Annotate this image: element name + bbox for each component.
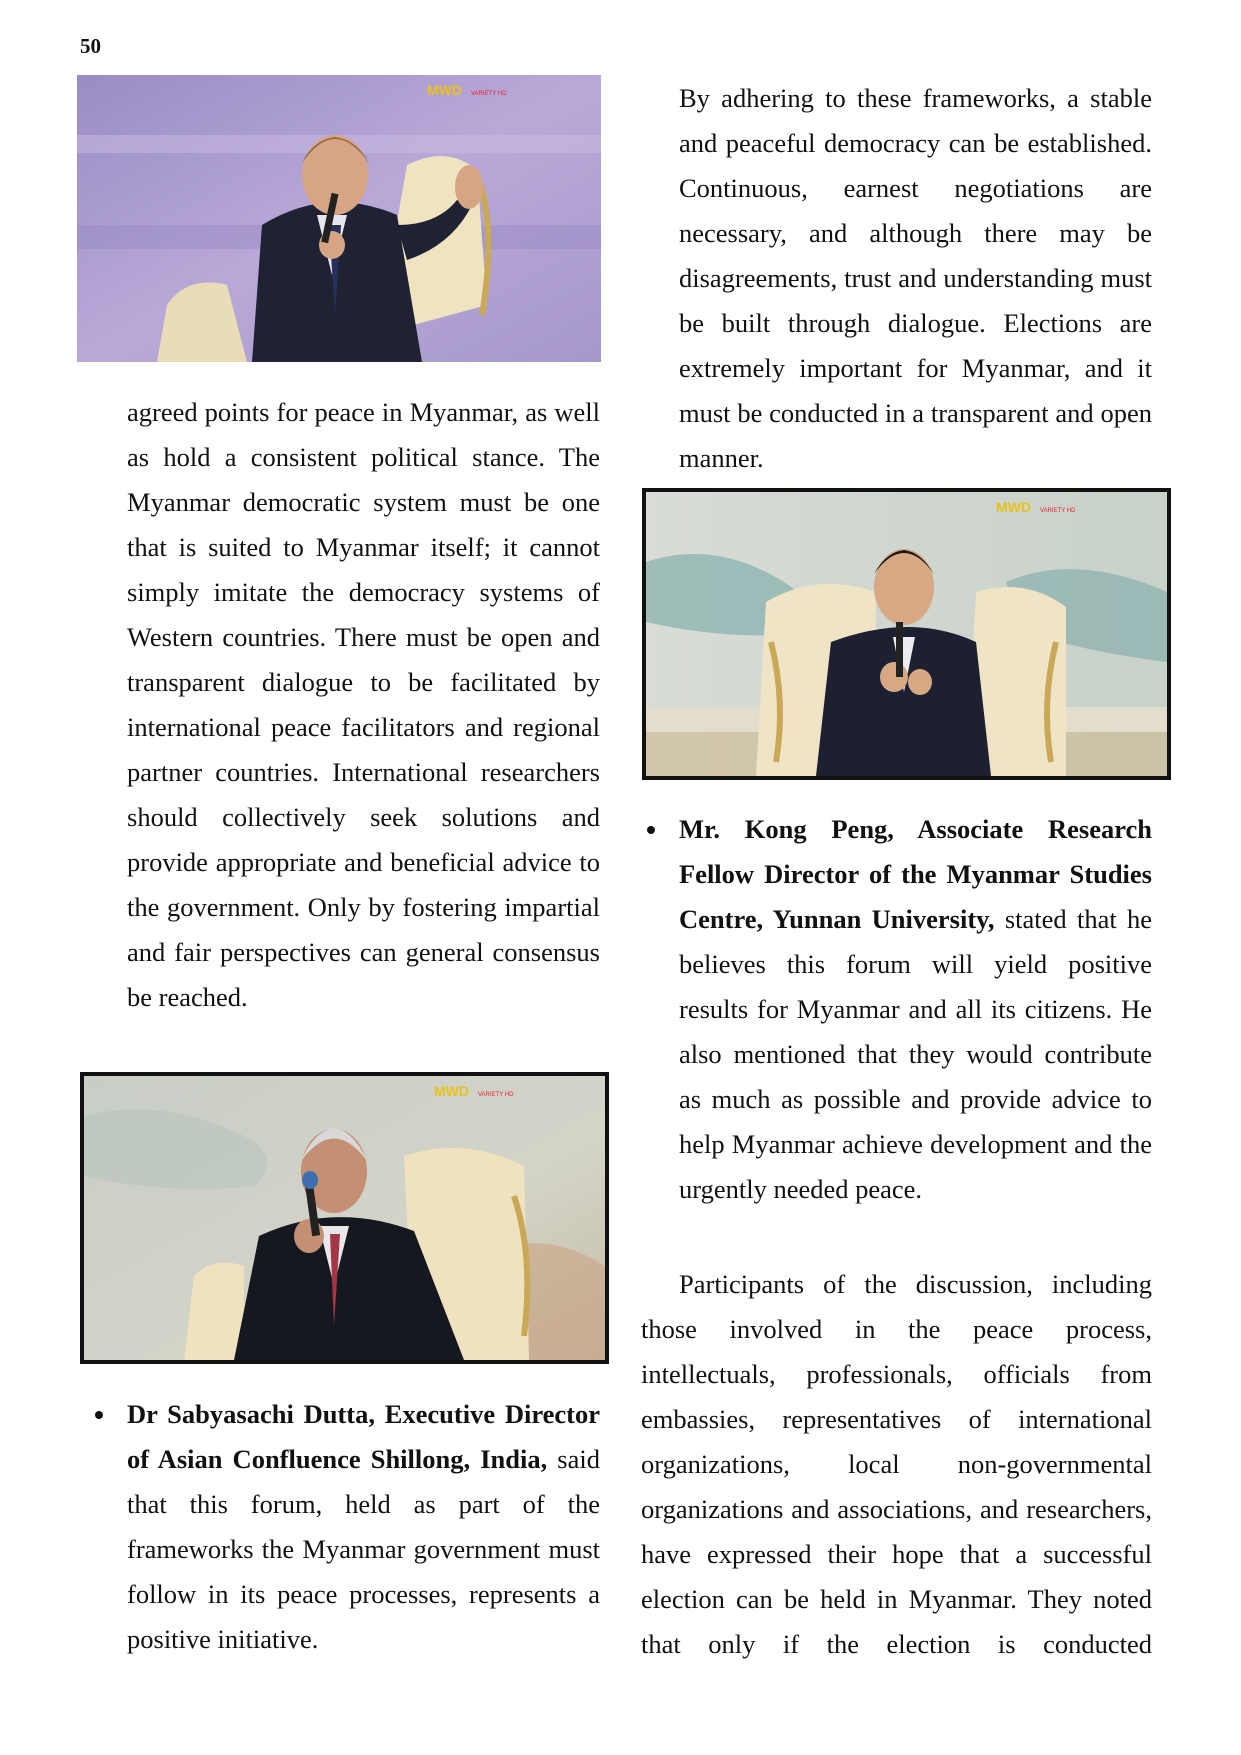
svg-text:VARIETY HD: VARIETY HD xyxy=(471,91,507,97)
page-number: 50 xyxy=(80,34,101,58)
speaker-photo-3 xyxy=(80,1072,609,1364)
bullet-item-kong-peng xyxy=(679,807,1152,1212)
svg-text:MWD: MWD xyxy=(427,82,462,98)
svg-text:MWD: MWD xyxy=(996,499,1031,515)
closing-paragraph xyxy=(641,1262,1152,1667)
body-paragraph: Participants of the discussion, including those involved in the peace process, intellectuals, professionals, officials from embassies, representatives of international organizations, local non-governmental organizations and associations, and researchers, have expressed their hope that a successful election can be held in Myanmar. They noted that only if the election is conducted xyxy=(641,1269,1152,1659)
svg-text:VARIETY HD: VARIETY HD xyxy=(1040,508,1076,514)
speaker-photo-1 xyxy=(77,75,601,362)
body-paragraph: agreed points for peace in Myanmar, as well as hold a consistent political stance. The Myanmar democratic system must be one that is suited to Myanmar itself; it cannot simply imitate the democracy systems of Western countries. There must be open and transparent dialogue to be facilitated by international peace facilitators and regional partner countries. International researchers should collectively seek solutions and provide appropriate and beneficial advice to the government. Only by fostering impartial and fair perspectives can general consensus be reached. xyxy=(127,397,600,1012)
right-column-text xyxy=(679,76,1152,481)
speaker-statement: stated that he believes this forum will yield positive results for Myanmar and all its citizens. He also mentioned that they would contribute as much as possible and provide advice to help Myanmar achieve development and the urgently needed peace. xyxy=(679,904,1152,1204)
speaker-name: Mr. Kong Peng, Associate Research Fellow Director of the Myanmar Studies Centre, Yunnan University, xyxy=(679,814,1152,934)
speaker-statement: said that this forum, held as part of the frameworks the Myanmar government must follow in its peace processes, represents a positive initiative. xyxy=(127,1444,600,1654)
speaker-photo-2 xyxy=(642,488,1171,780)
body-paragraph: By adhering to these frameworks, a stable and peaceful democracy can be established. Continuous, earnest negotiations are necessary, and although there may be disagreements, trust and understanding must be built through dialogue. Elections are extremely important for Myanmar, and it must be conducted in a transparent and open manner. xyxy=(679,83,1152,473)
speaker-name: Dr Sabyasachi Dutta, Executive Director of Asian Confluence Shillong, India, xyxy=(127,1399,600,1474)
svg-text:MWD: MWD xyxy=(434,1083,469,1099)
left-column-text xyxy=(127,390,600,1020)
svg-text:VARIETY HD: VARIETY HD xyxy=(478,1092,514,1098)
bullet-icon xyxy=(95,1411,103,1419)
bullet-icon xyxy=(647,826,655,834)
bullet-item-dutta xyxy=(127,1392,600,1662)
